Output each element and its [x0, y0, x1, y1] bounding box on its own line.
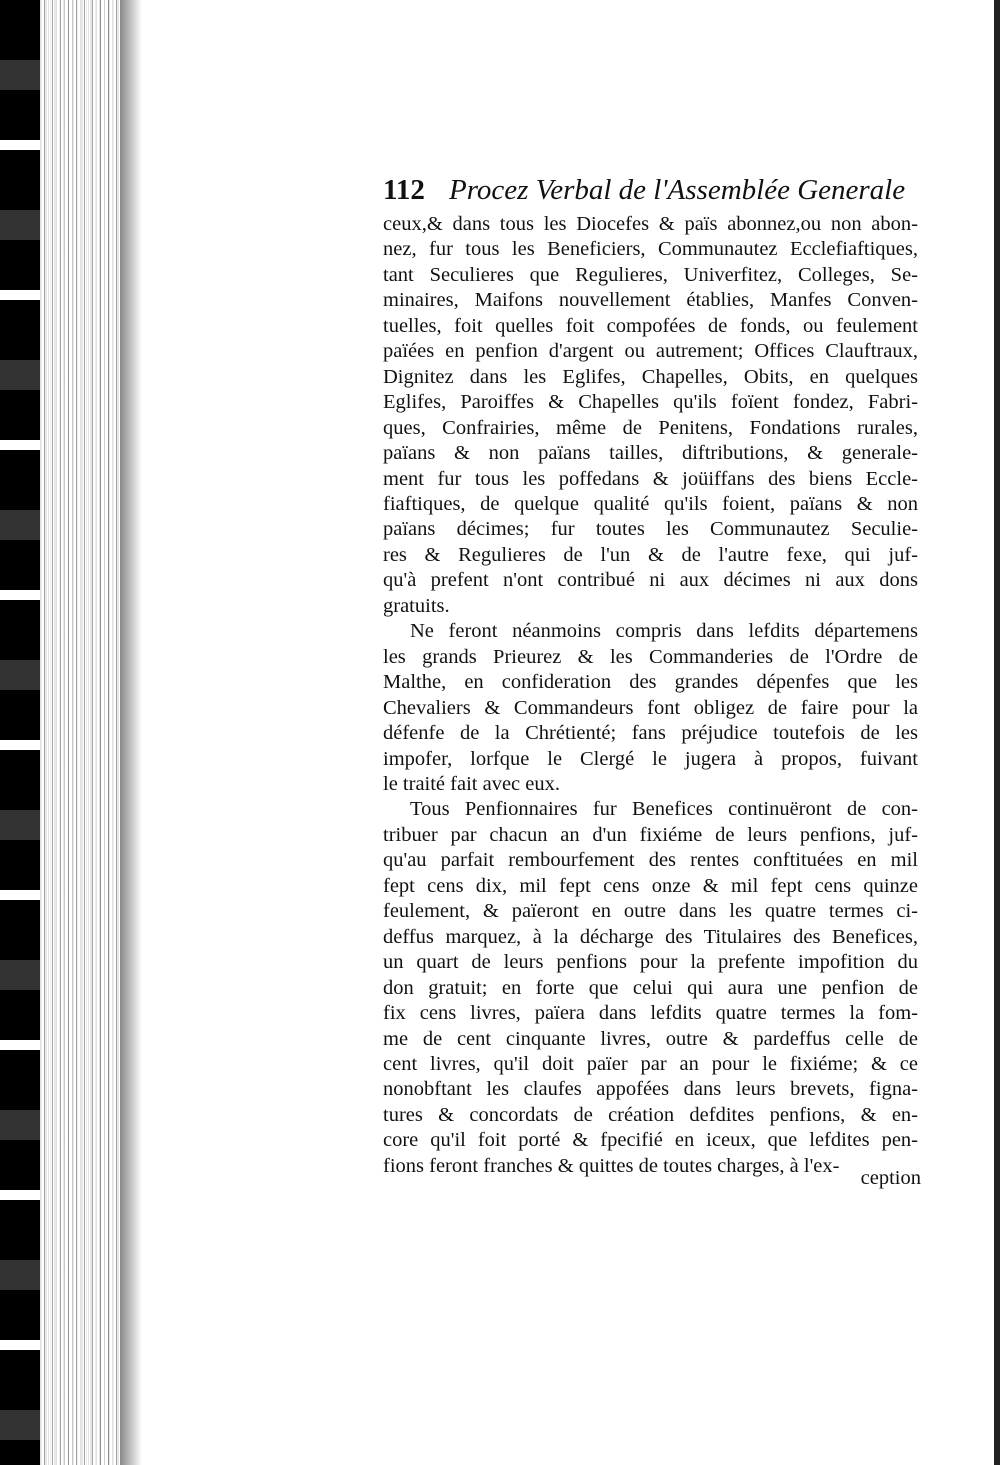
text-line: ment fur tous les poffedans & joüiffans des biens Eccle- [383, 467, 918, 490]
page-number: 112 [383, 174, 425, 206]
text-line: Chevaliers & Commandeurs font obligez de faire pour la [383, 696, 918, 719]
text-line: minaires, Maifons nouvellement établies, Manfes Conven- [383, 289, 918, 312]
running-title: Procez Verbal de l'Assemblée Generale [449, 174, 906, 206]
right-border [994, 0, 1000, 1465]
paragraph [383, 619, 918, 797]
text-line: fiaftiques, de quelque qualité qu'ils foient, païans & non [383, 492, 918, 515]
text-line: gratuits. [383, 594, 450, 617]
text-line: Malthe, en confideration des grandes dépenfes que les [383, 671, 918, 694]
text-line: deffus marquez, à la décharge des Titulaires des Benefices, [383, 925, 918, 948]
text-line: cent livres, qu'il doit païer par an pour le fixiéme; & ce [383, 1052, 918, 1075]
paragraph [383, 797, 918, 1179]
text-line: ceux,& dans tous les Diocefes & païs abonnez,ou non abon- [383, 213, 918, 235]
text-line: païées en penfion d'argent ou autrement; Offices Clauftraux, [383, 340, 918, 363]
text-line: ques, Confrairies, même de Penitens, Fondations rurales, [383, 416, 918, 439]
text-line: un quart de leurs penfions pour la prefente impofition du [383, 951, 918, 974]
page-header [383, 170, 906, 214]
text-line: tures & concordats de création defdites penfions, & en- [383, 1103, 918, 1126]
text-line: tribuer par chacun an d'un fixiéme de leurs penfions, juf- [383, 823, 918, 846]
page-edge-shadow-dark [0, 0, 40, 1465]
text-line: feulement, & païeront en outre dans les quatre termes ci- [383, 900, 918, 923]
text-line: les grands Prieurez & les Commanderies de l'Ordre de [383, 645, 918, 668]
body-text [383, 212, 918, 1179]
text-line: qu'à prefent n'ont contribué ni aux décimes ni aux dons [383, 569, 918, 592]
text-line: païans & non païans tailles, diftributions, & generale- [383, 442, 918, 465]
text-line: le traité fait avec eux. [383, 772, 560, 795]
text-line: fions feront franches & quittes de toutes charges, à l'ex- [383, 1154, 840, 1177]
text-line: fept cens dix, mil fept cens onze & mil fept cens quinze [383, 874, 918, 897]
text-line: me de cent cinquante livres, outre & pardeffus celle de [383, 1027, 918, 1050]
text-line: Dignitez dans les Eglifes, Chapelles, Obits, en quelques [383, 365, 918, 388]
text-line: don gratuit; en forte que celui qui aura une penfion de [383, 976, 918, 999]
text-line: Eglifes, Paroiffes & Chapelles qu'ils foïent fondez, Fabri- [383, 391, 918, 414]
gutter-shadow [120, 0, 142, 1465]
text-line: tuelles, foit quelles foit compofées de fonds, ou feulement [383, 314, 918, 337]
text-line: défenfe de la Chrétienté; fans préjudice toutefois de les [383, 722, 918, 745]
catchword: ception [860, 1167, 921, 1189]
text-line: res & Regulieres de l'un & de l'autre fexe, qui juf- [383, 543, 918, 566]
text-line: core qu'il foit porté & fpecifié en iceux, que lefdites pen- [383, 1129, 918, 1152]
text-line: Ne feront néanmoins compris dans lefdits départemens [410, 620, 918, 643]
paragraph [383, 212, 918, 619]
text-line: païans décimes; fur toutes les Communautez Seculie- [383, 518, 918, 541]
text-line: tant Seculieres que Regulieres, Univerfitez, Colleges, Se- [383, 263, 918, 286]
text-line: impofer, lorfque le Clergé le jugera à propos, fuivant [383, 747, 918, 770]
text-line: nez, fur tous les Beneficiers, Communautez Ecclefiaftiques, [383, 238, 918, 261]
text-line: Tous Penfionnaires fur Benefices continuëront de con- [410, 798, 918, 821]
text-line: fix cens livres, païera dans lefdits quatre termes la fom- [383, 1002, 918, 1025]
text-line: nonobftant les claufes appofées dans leurs brevets, figna- [383, 1078, 918, 1101]
text-line: qu'au parfait rembourfement des rentes conftituées en mil [383, 849, 918, 872]
